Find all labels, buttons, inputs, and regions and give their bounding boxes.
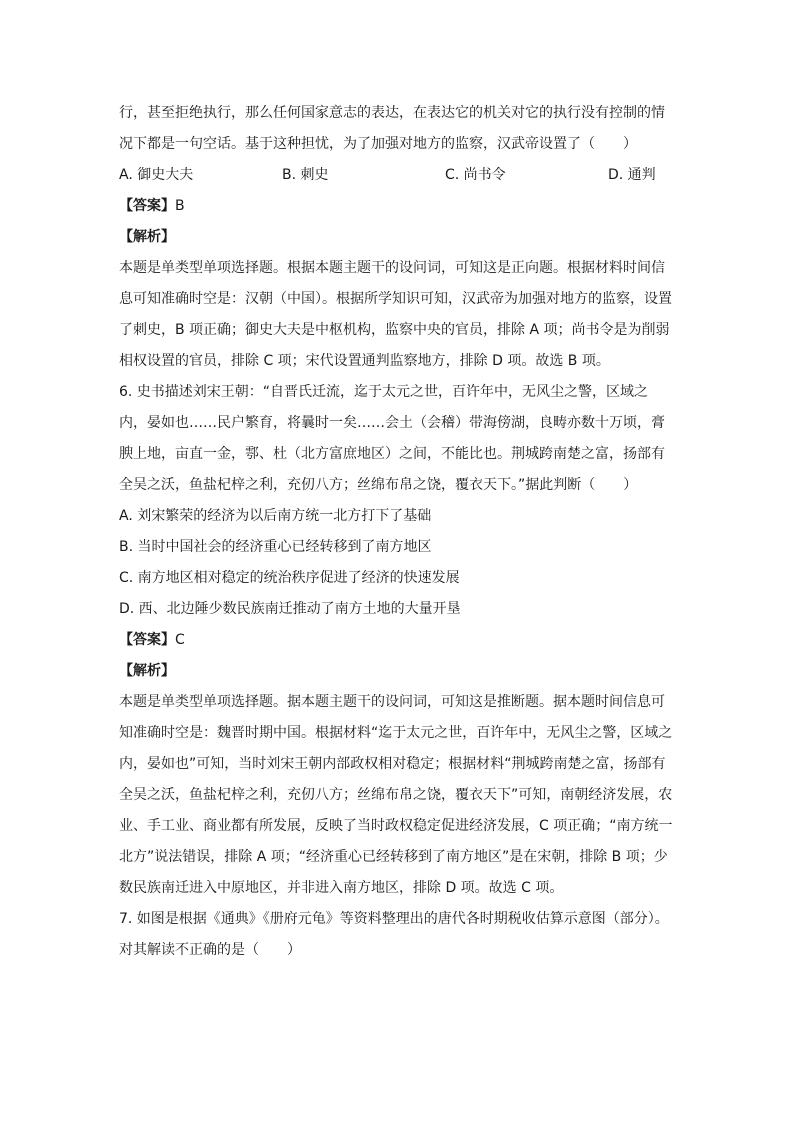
- q6-stem-line-1: 6. 史书描述刘宋王朝：“自晋氏迁流，迄于太元之世，百许年中，无风尘之警，区域之: [119, 384, 649, 400]
- q5-answer: [119, 191, 675, 222]
- q5-option-c: C. 尚书令: [445, 167, 506, 183]
- q6-analysis-line-4: 全吴之沃，鱼盐杞梓之利，充仞八方；丝绵布帛之饶，覆衣天下”可知，南朝经济发展，农: [119, 787, 673, 803]
- q7-stem-line-2: 对其解读不正确的是（ ）: [119, 942, 301, 958]
- q5-option-d: D. 通判: [608, 167, 656, 183]
- q5-answer-value: B: [175, 198, 185, 214]
- q6-answer-value: C: [175, 632, 185, 648]
- q6-option-b: B. 当时中国社会的经济重心已经转移到了南方地区: [119, 539, 432, 555]
- q5-options-row: [119, 160, 675, 191]
- q5-answer-tag: 【答案】: [119, 198, 175, 214]
- q6-analysis-line-5: 业、手工业、商业都有所发展，反映了当时政权稳定促进经济发展，C 项正确；“南方统一: [119, 818, 673, 834]
- q6-analysis-line-7: 数民族南迁进入中原地区，并非进入南方地区，排除 D 项。故选 C 项。: [119, 880, 564, 896]
- document-body: [119, 98, 675, 966]
- q5-stem-line-2: 况下都是一句空话。基于这种担忧，为了加强对地方的监察，汉武帝设置了（ ）: [119, 136, 637, 152]
- q5-stem-line-1: 行，甚至拒绝执行，那么任何国家意志的表达，在表达它的机关对它的执行没有控制的情: [119, 105, 665, 121]
- q6-analysis-line-2: 知准确时空是：魏晋时期中国。根据材料“迄于太元之世，百许年中，无风尘之警，区域之: [119, 725, 673, 741]
- q6-analysis-line-6: 北方”说法错误，排除 A 项；“经济重心已经转移到了南方地区”是在宋朝，排除 B 项；少: [119, 849, 668, 865]
- q5-analysis-tag: 【解析】: [119, 229, 175, 245]
- q5-option-b: B. 刺史: [282, 167, 329, 183]
- q6-option-a: A. 刘宋繁荣的经济为以后南方统一北方打下了基础: [119, 508, 432, 524]
- q6-option-c: C. 南方地区相对稳定的统治秩序促进了经济的快速发展: [119, 570, 460, 586]
- q6-answer: [119, 625, 675, 656]
- q5-analysis-line-2: 息可知准确时空是：汉朝（中国）。根据所学知识可知，汉武帝为加强对地方的监察，设置: [119, 291, 672, 307]
- q6-analysis-line-1: 本题是单类型单项选择题。据本题主题干的设问词，可知这是推断题。据本题时间信息可: [119, 694, 665, 710]
- q5-analysis-line-4: 相权设置的官员，排除 C 项；宋代设置通判监察地方，排除 D 项。故选 B 项。: [119, 353, 610, 369]
- q6-stem-line-3: 腴上地，亩直一金，鄠、杜（北方富庶地区）之间，不能比也。荆城跨南楚之富，扬部有: [119, 446, 665, 462]
- q6-answer-tag: 【答案】: [119, 632, 175, 648]
- q6-option-d: D. 西、北边陲少数民族南迁推动了南方土地的大量开垦: [119, 601, 461, 617]
- q6-analysis-tag: 【解析】: [119, 663, 175, 679]
- q5-option-a: A. 御史大夫: [119, 167, 194, 183]
- q6-stem-line-4: 全吴之沃，鱼盐杞梓之利，充仞八方；丝绵布帛之饶，覆衣天下。”据此判断（ ）: [119, 477, 638, 493]
- q7-stem-line-1: 7. 如图是根据《通典》《册府元龟》等资料整理出的唐代各时期税收估算示意图（部分）。: [119, 911, 669, 927]
- q5-analysis-line-3: 了刺史，B 项正确；御史大夫是中枢机构，监察中央的官员，排除 A 项；尚书令是为削弱: [119, 322, 670, 338]
- q5-analysis-line-1: 本题是单类型单项选择题。根据本题主题干的设问词，可知这是正向题。根据材料时间信: [119, 260, 665, 276]
- q6-analysis-line-3: 内，晏如也”可知，当时刘宋王朝内部政权相对稳定；根据材料“荆城跨南楚之富，扬部有: [119, 756, 666, 772]
- q6-stem-line-2: 内，晏如也……民户繁育，将曩时一矣……会土（会稽）带海傍湖，良畴亦数十万顷，膏: [119, 415, 665, 431]
